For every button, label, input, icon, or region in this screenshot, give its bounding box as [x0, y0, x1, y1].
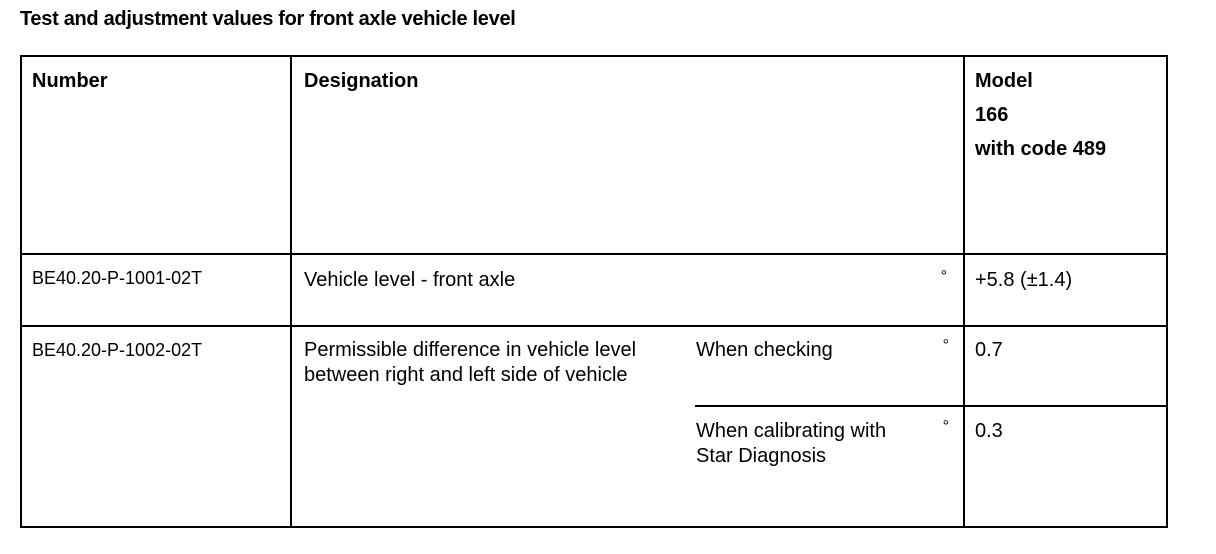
row-values — [964, 326, 1167, 527]
table-row — [21, 254, 1167, 326]
row-value: +5.8 (±1.4) — [964, 254, 1167, 326]
header-model — [964, 56, 1167, 254]
page-title: Test and adjustment values for front axle vehicle level — [20, 8, 516, 30]
degree-unit: ° — [940, 268, 947, 285]
header-designation: Designation — [291, 56, 964, 254]
row-designation — [291, 326, 964, 527]
header-number: Number — [21, 56, 291, 254]
designation-text: Vehicle level - front axle — [304, 269, 516, 291]
row-designation — [291, 254, 964, 326]
row-number: BE40.20-P-1001-02T — [21, 254, 291, 326]
adjustment-values-table — [20, 55, 1168, 528]
header-model-label: Model — [975, 70, 1033, 92]
condition-checking — [695, 327, 965, 405]
condition-label: When checking — [696, 339, 833, 361]
header-model-number: 166 — [975, 104, 1009, 126]
designation-text: Permissible difference in vehicle level between right and left side of vehicle — [304, 339, 637, 386]
table-row — [21, 326, 1167, 527]
header-model-code: with code 489 — [975, 138, 1107, 160]
condition-calibrating — [695, 405, 965, 528]
degree-unit: ° — [942, 418, 949, 435]
table-header-row — [21, 56, 1167, 254]
condition-label: When calibrating with Star Diagnosis — [696, 420, 887, 467]
value-calibrating: 0.3 — [975, 420, 1003, 442]
value-checking: 0.7 — [975, 339, 1003, 361]
degree-unit: ° — [942, 337, 949, 354]
row-number: BE40.20-P-1002-02T — [21, 326, 291, 527]
